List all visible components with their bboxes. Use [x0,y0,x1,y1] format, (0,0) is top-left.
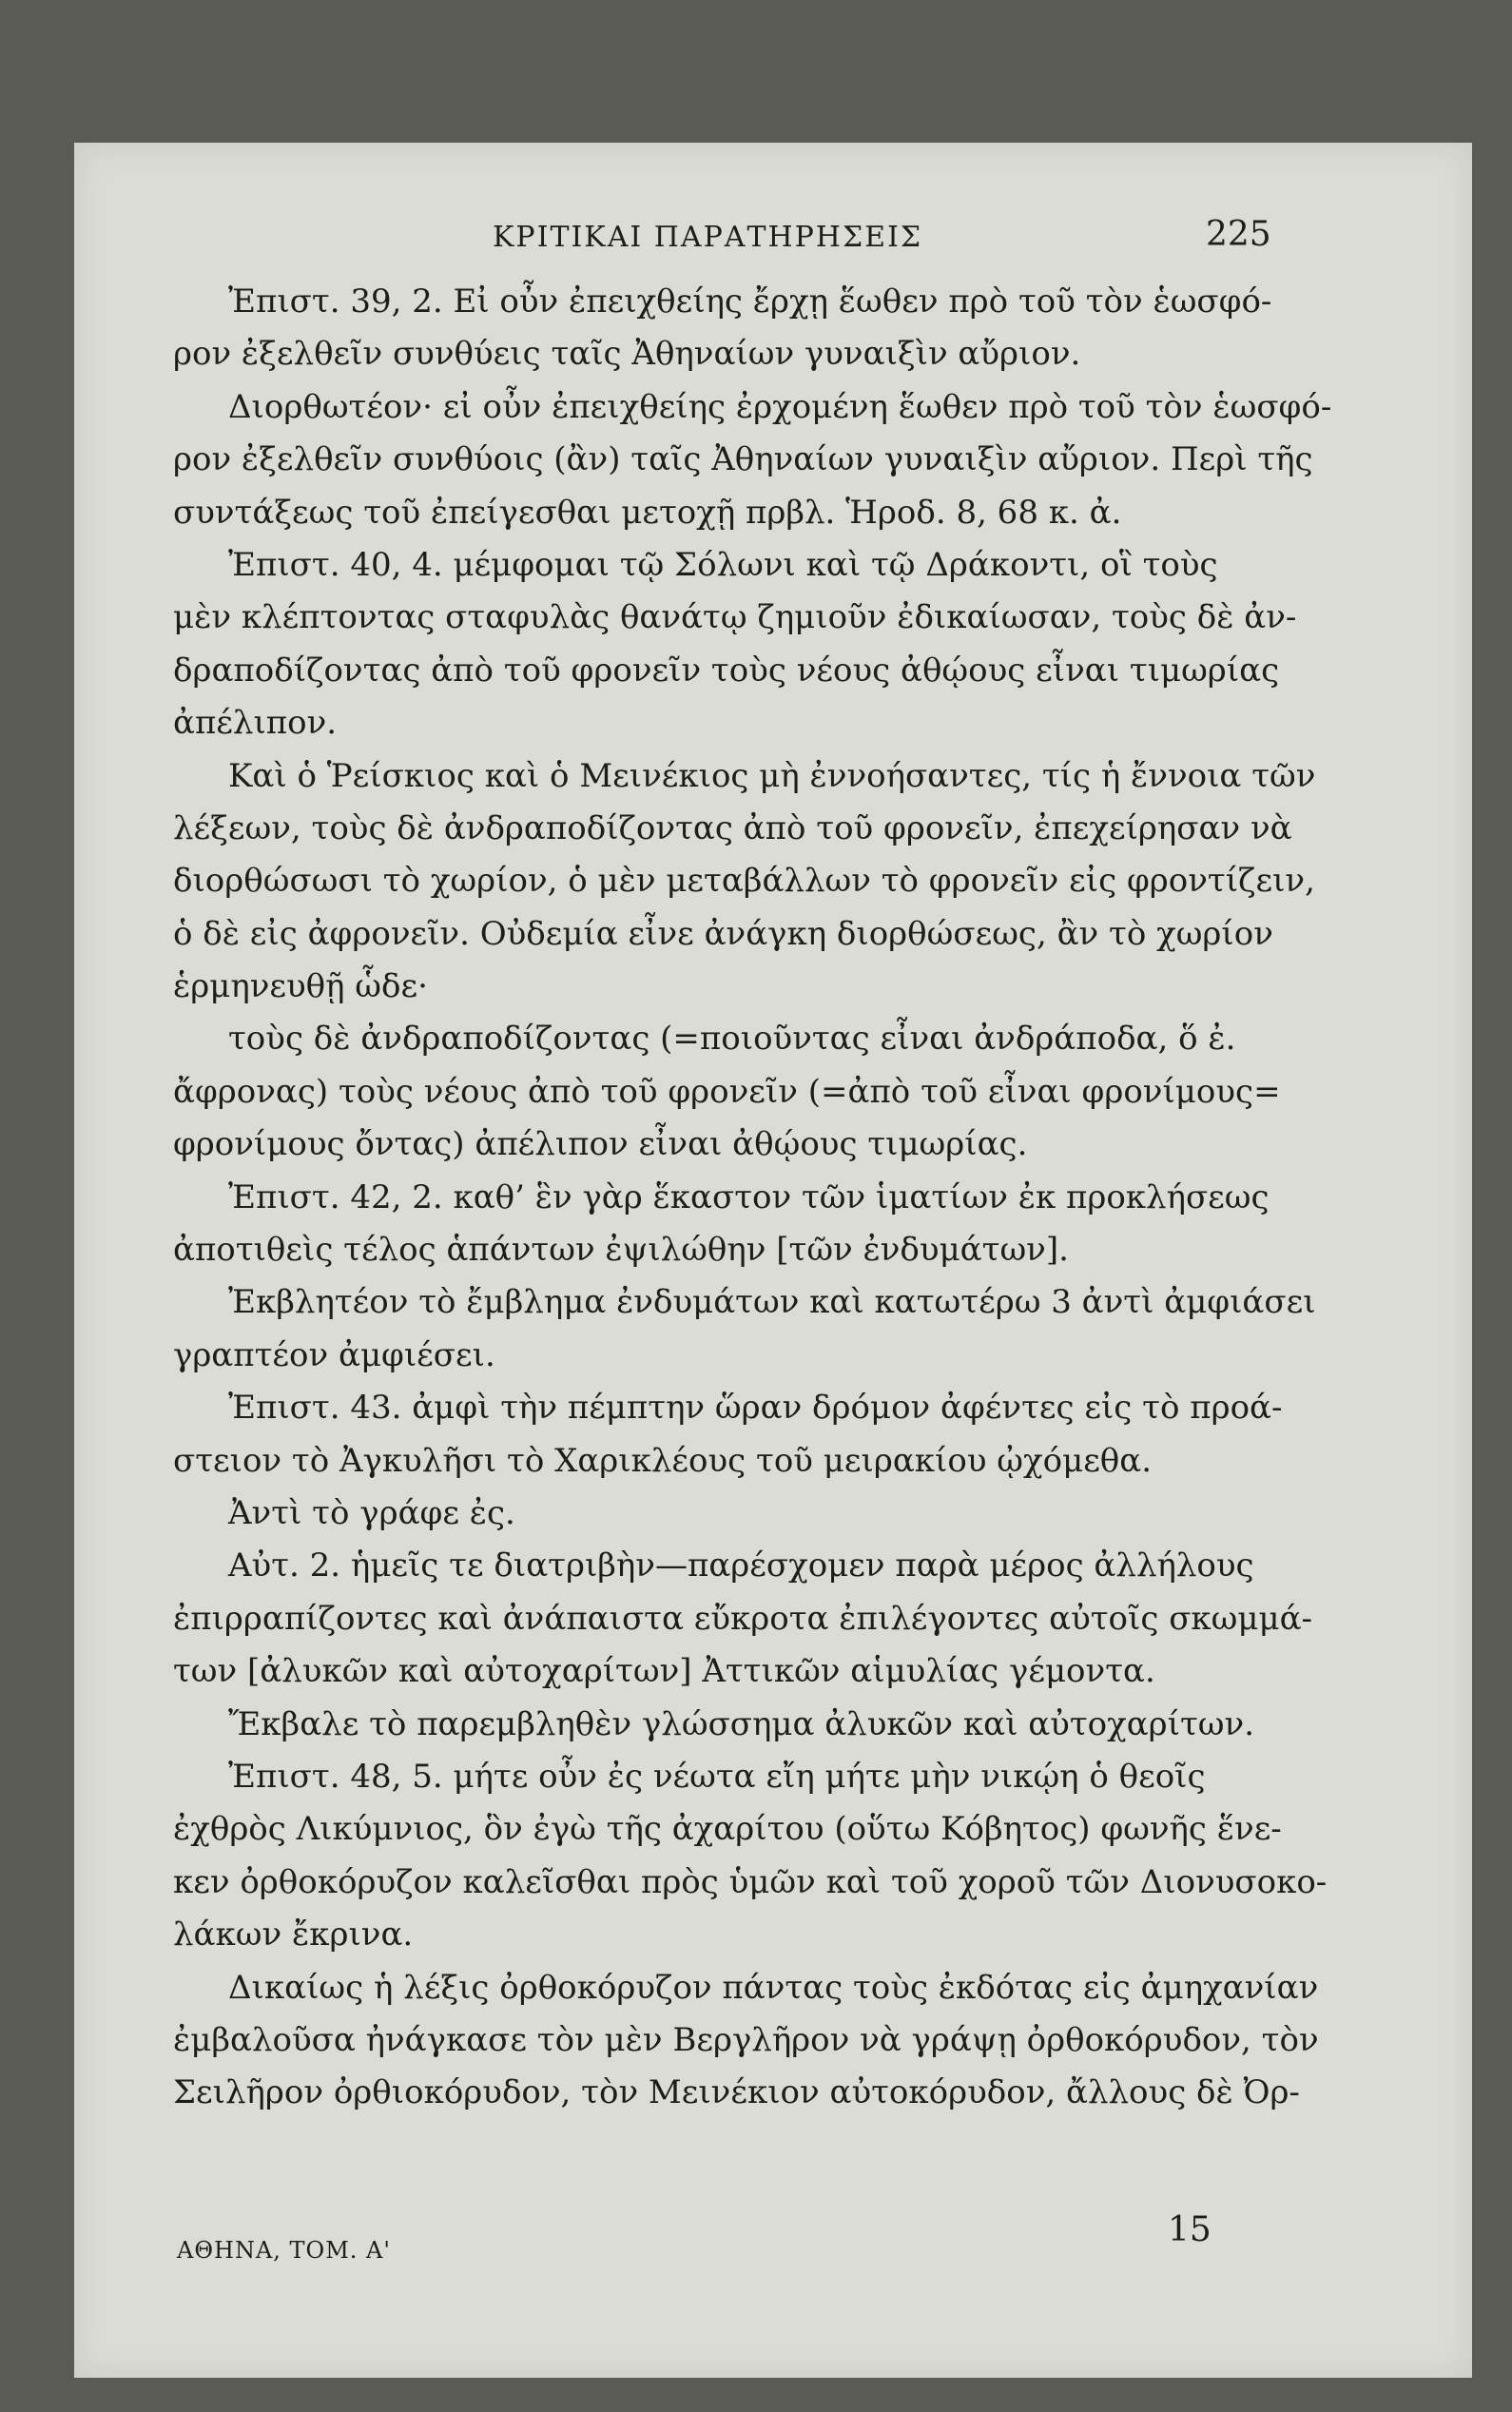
text-line: γραπτέον ἀμφιέσει. [173,1335,495,1374]
running-title: ΚΡΙΤΙΚΑΙ ΠΑΡΑΤΗΡΗΣΕΙΣ [493,221,923,254]
text-line: τοὺς δὲ ἀνδραποδίζοντας (=ποιοῦντας εἶναι ἀνδράποδα, ὅ ἐ. [228,1020,1236,1059]
page-number: 225 [1206,215,1271,254]
text-line: ἄφρονας) τοὺς νέους ἀπὸ τοῦ φρονεῖν (=ἀπὸ τοῦ εἶναι φρονίμους= [173,1072,1281,1111]
text-line: διορθώσωσι τὸ χωρίον, ὁ μὲν μεταβάλλων τὸ φρονεῖν εἰς φροντίζειν, [173,862,1315,901]
text-line: στειον τὸ Ἀγκυλῆσι τὸ Χαρικλέους τοῦ μειρακίου ᾠχόμεθα. [173,1441,1153,1480]
text-line: Ἐπιστ. 40, 4. μέμφομαι τῷ Σόλωνι καὶ τῷ Δράκοντι, οἳ τοὺς [228,545,1218,584]
text-body [173,276,1362,2120]
text-line: ἐχθρὸς Λικύμνιος, ὃν ἐγὼ τῆς ἀχαρίτου (οὕτω Κόβητος) φωνῆς ἕνε- [173,1810,1282,1849]
text-line: μὲν κλέπτοντας σταφυλὰς θανάτῳ ζημιοῦν ἐδικαίωσαν, τοὺς δὲ ἀν- [173,598,1297,637]
text-line: κεν ὀρθοκόρυζον καλεῖσθαι πρὸς ὑμῶν καὶ τοῦ χοροῦ τῶν Διονυσοκο- [173,1862,1328,1901]
text-line: Καὶ ὁ Ῥείσκιος καὶ ὁ Μεινέκιος μὴ ἐννοήσαντες, τίς ἡ ἔννοια τῶν [228,756,1316,795]
text-line: ἑρμηνευθῇ ὧδε· [173,967,428,1006]
sheet-number: 15 [1168,2210,1212,2249]
text-line: Ἐκβλητέον τὸ ἔμβλημα ἐνδυμάτων καὶ κατωτέρω 3 ἀντὶ ἀμφιάσει [228,1283,1316,1322]
text-line: Ἐπιστ. 48, 5. μήτε οὖν ἐς νέωτα εἴη μήτε μὴν νικῴη ὁ θεοῖς [228,1757,1206,1796]
text-line: Ἐπιστ. 42, 2. καθ’ ἓν γὰρ ἕκαστον τῶν ἱματίων ἐκ προκλήσεως [228,1177,1270,1216]
text-line: ρον ἐξελθεῖν συνθύοις (ἂν) ταῖς Ἀθηναίων γυναιξὶν αὔριον. Περὶ τῆς [173,440,1313,479]
text-line: λέξεων, τοὺς δὲ ἀνδραποδίζοντας ἀπὸ τοῦ φρονεῖν, ἐπεχείρησαν νὰ [173,808,1292,847]
footer-signature: ΑΘΗΝΑ, ΤΟΜ. Α' [177,2237,391,2264]
text-line: δραποδίζοντας ἀπὸ τοῦ φρονεῖν τοὺς νέους ἀθῴους εἶναι τιμωρίας [173,651,1280,690]
text-line: φρονίμους ὄντας) ἀπέλιπον εἶναι ἀθῴους τιμωρίας. [173,1125,1028,1164]
text-line: Αὐτ. 2. ἡμεῖς τε διατριβὴν—παρέσχομεν παρὰ μέρος ἀλλήλους [228,1546,1254,1585]
text-line: ἀπέλιπον. [173,704,338,743]
text-line: Ἐπιστ. 43. ἀμφὶ τὴν πέμπτην ὥραν δρόμον ἀφέντες εἰς τὸ προά- [228,1389,1283,1428]
text-line: Ἀντὶ τὸ γράφε ἐς. [228,1493,515,1532]
text-line: λάκων ἔκρινα. [173,1916,414,1955]
text-line: των [ἀλυκῶν καὶ αὐτοχαρίτων] Ἀττικῶν αἱμυλίας γέμοντα. [173,1652,1155,1691]
text-line: συντάξεως τοῦ ἐπείγεσθαι μετοχῇ πρβλ. Ἡροδ. 8, 68 κ. ἀ. [173,493,1122,532]
text-line: ὁ δὲ εἰς ἀφρονεῖν. Οὐδεμία εἶνε ἀνάγκη διορθώσεως, ἂν τὸ χωρίον [173,914,1273,953]
text-line: ἀποτιθεὶς τέλος ἁπάντων ἐψιλώθην [τῶν ἐνδυμάτων]. [173,1231,1069,1270]
text-line: ρον ἐξελθεῖν συνθύεις ταῖς Ἀθηναίων γυναιξὶν αὔριον. [173,335,1081,374]
text-line: Ἔκβαλε τὸ παρεμβληθὲν γλώσσημα ἀλυκῶν καὶ αὐτοχαρίτων. [228,1704,1255,1743]
text-line: ἐμβαλοῦσα ἠνάγκασε τὸν μὲν Βεργλῆρον νὰ γράψῃ ὀρθοκόρυδον, τὸν [173,2020,1319,2059]
text-line: ἐπιρραπίζοντες καὶ ἀνάπαιστα εὔκροτα ἐπιλέγοντες αὐτοῖς σκωμμά- [173,1599,1313,1638]
text-line: Σειλῆρον ὀρθιοκόρυδον, τὸν Μεινέκιον αὐτοκόρυδον, ἄλλους δὲ Ὀρ- [173,2073,1300,2112]
book-page [74,143,1472,2378]
text-line: Ἐπιστ. 39, 2. Εἰ οὖν ἐπειχθείης ἔρχῃ ἕωθεν πρὸ τοῦ τὸν ἑωσφό- [228,282,1272,321]
text-line: Διορθωτέον· εἰ οὖν ἐπειχθείης ἐρχομένη ἕωθεν πρὸ τοῦ τὸν ἑωσφό- [228,387,1332,426]
text-line: Δικαίως ἡ λέξις ὀρθοκόρυζον πάντας τοὺς ἐκδότας εἰς ἀμηχανίαν [228,1968,1319,2007]
